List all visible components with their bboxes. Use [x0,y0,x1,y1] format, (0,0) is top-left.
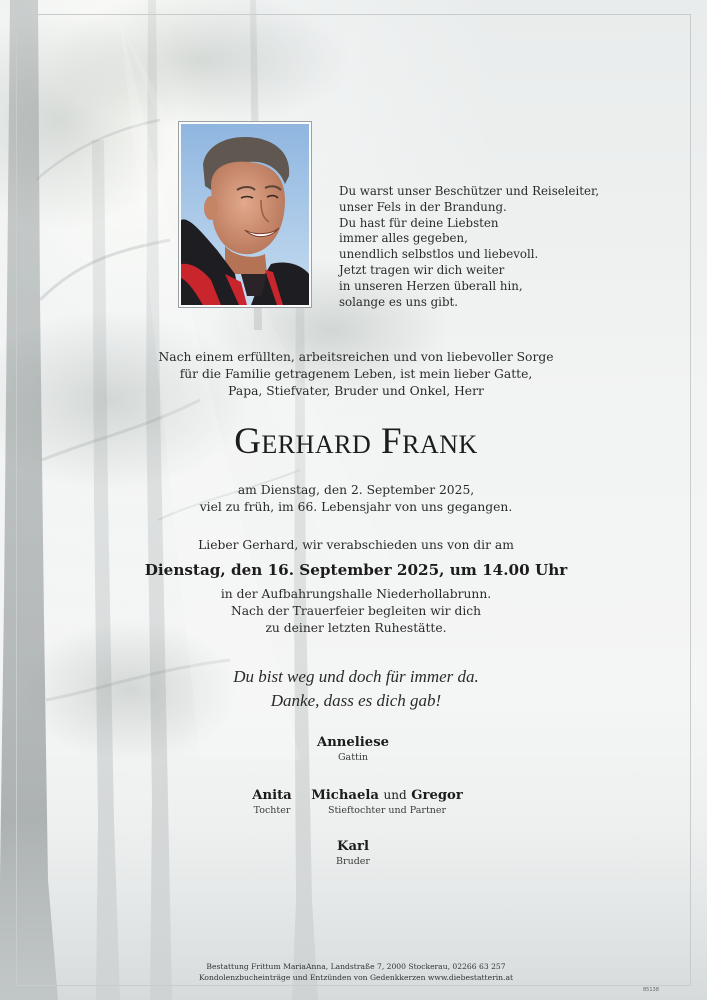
mourner-conjunction: und [383,788,407,802]
mourner-name: Anneliese [316,735,390,750]
funeral-date: Dienstag, den 16. September 2025, um 14.00 Uhr [144,561,568,579]
memorial-quote [100,665,612,713]
poem-line: immer alles gegeben, [339,231,468,246]
mourner-role: Gattin [337,752,369,763]
footer-line: Bestattung Frittum MariaAnna, Landstraße 7, 2000 Stockerau, 02266 63 257 [206,962,506,971]
mourner-role: Bruder [336,856,370,867]
mourner-michaela-gregor [300,787,474,817]
intro-text [100,349,612,400]
quote-line: Danke, dass es dich gab! [270,691,442,710]
place-line: zu deiner letzten Ruhestätte. [265,621,447,635]
place-line: in der Aufbahrungshalle Niederhollabrunn. [220,587,492,601]
farewell-intro: Lieber Gerhard, wir verabschieden uns von dir am [198,538,514,552]
intro-line: Papa, Stiefvater, Bruder und Onkel, Herr [228,384,484,398]
footer-line: Kondolenzbucheinträge und Entzünden von Gedenkkerzen www.diebestatterin.at [198,972,514,982]
poem-line: Du warst unser Beschützer und Reiseleiter, [339,184,600,198]
mourner-role: Tochter [253,805,291,816]
death-line: am Dienstag, den 2. September 2025, [237,483,475,497]
poem-line: unser Fels in der Brandung. [339,199,507,214]
mourner-name: Gregor [411,788,463,803]
document-code: 85138 [643,987,659,993]
death-line: viel zu früh, im 66. Lebensjahr von uns gegangen. [199,500,513,514]
portrait-image [181,124,309,305]
mourner-name: Michaela [311,788,379,803]
mourner-karl [253,838,453,868]
memorial-poem [339,184,639,310]
funeral-home-footer [100,962,612,983]
intro-line: Nach einem erfüllten, arbeitsreichen und von liebevoller Sorge [158,350,554,364]
place-line: Nach der Trauerfeier begleiten wir dich [230,604,482,618]
mourner-names [300,787,474,804]
poem-line: Jetzt tragen wir dich weiter [339,262,505,277]
funeral-place [100,586,612,637]
deceased-name: Gerhard Frank [234,421,478,462]
mourner-anneliese [253,734,453,764]
poem-line: Du hast für deine Liebsten [339,215,499,230]
poem-line: in unseren Herzen überall hin, [339,278,523,293]
quote-line: Du bist weg und doch für immer da. [233,667,479,686]
intro-line: für die Familie getragenem Leben, ist mein lieber Gatte, [179,367,533,381]
poem-line: solange es uns gibt. [339,294,458,309]
portrait-photo [178,121,312,308]
death-notice [100,482,612,516]
poem-line: unendlich selbstlos und liebevoll. [339,247,539,262]
mourner-name: Karl [337,839,369,854]
mourner-role: Stieftochter und Partner [327,805,447,816]
mourner-name: Anita [252,788,292,803]
